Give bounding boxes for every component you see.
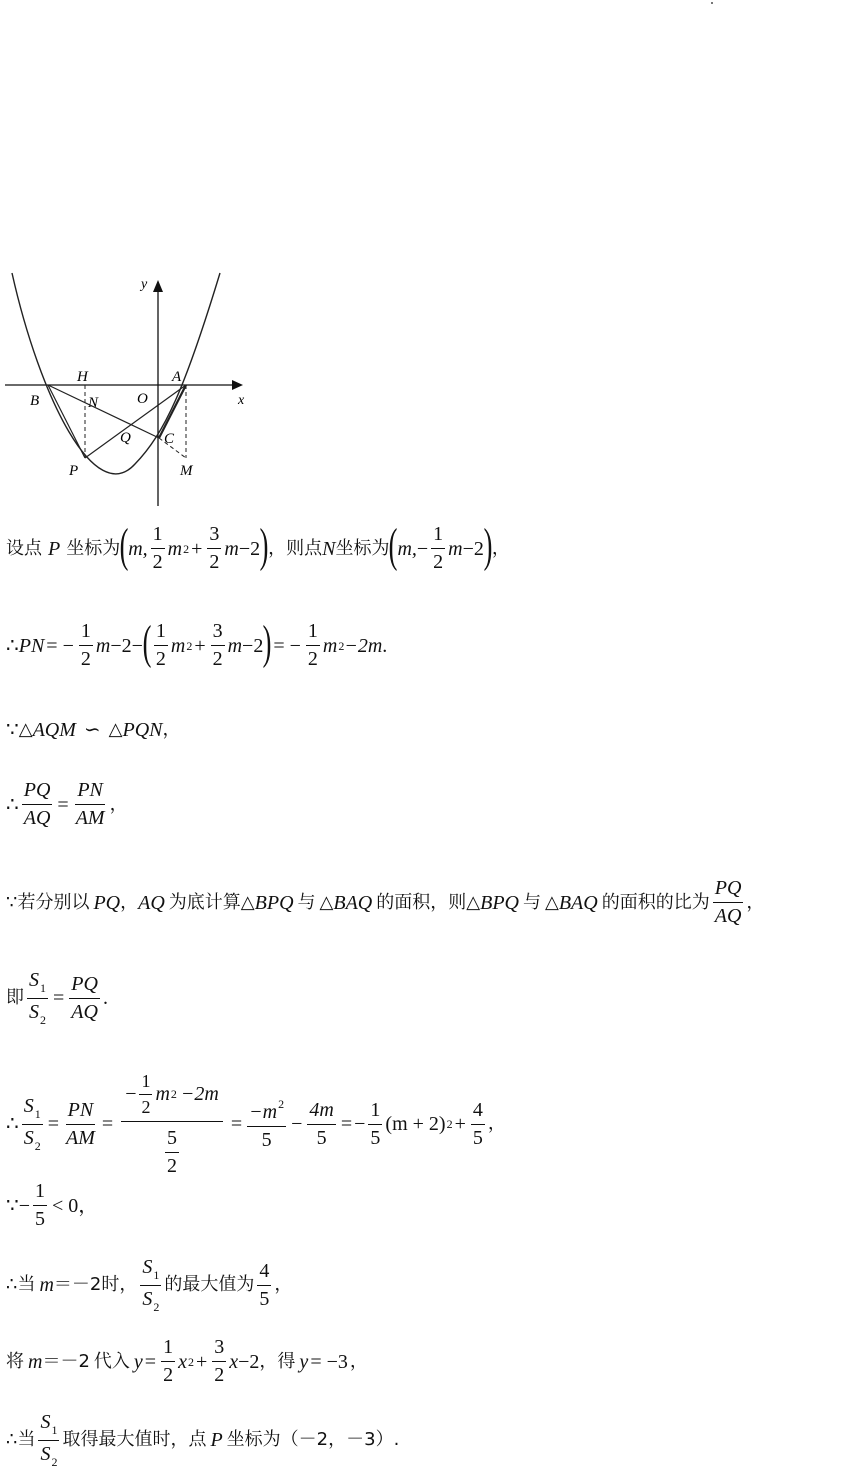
line-BP [48,385,85,458]
label-B: B [30,393,40,409]
right-paren: ) [259,518,269,572]
fraction: $\frac{1}{2}$ [433,523,444,573]
var-m: m [167,537,183,560]
label-N: N [88,395,99,411]
label-M: M [180,463,193,479]
line-5-area-ratio: ∵若分别以 PQ ， AQ 为底计算 △ BPQ 与 △ BAQ 的面积，则 △ BPQ 与 △ BAQ 的面积的比为 $\frac{PQ}{AQ}$ ， [6,877,765,927]
line-7-S-ratio-computed: ∴ $\frac{S_1}{S_2}$ = $\frac{PN}{AM}$ = − $\frac{1}{2}$ m 2 −2m $\frac{5}{2}$ = $\frac{-m^2}{5}$ − $\frac{4m}{5}$ = − $\frac{1}{5}$ (m + 2) 2 + $\frac{4}{5}$ ， [6,1071,506,1177]
left-paren: ( [119,518,129,572]
label-x: x [238,393,245,408]
label-C: C [164,431,175,447]
var-N: N [322,537,336,560]
label-H: H [77,369,88,385]
line-10-substitute: 将 m ＝－2 代入 y = $\frac{1}{2}$ x 2 + $\frac{3}{2}$ x −2 ，得 y = −3 ， [6,1336,368,1386]
parabola-figure [0,268,260,513]
label-O: O [137,391,148,407]
label-y: y [141,277,148,292]
label-A: A [172,369,182,385]
text: 设点 [6,537,42,559]
line-9-maximum: ∴当 m ＝－2 时， $\frac{S_1}{S_2}$ 的最大值为 $\frac{4}{5}$ ， [6,1256,293,1314]
line-3-similar-triangles: ∵ △ AQM ∽ △ PQN ， [6,719,181,741]
line-4-ratio: ∴ $\frac{PQ}{AQ}$ = $\frac{PN}{AM}$ ， [6,779,128,829]
line-2-PN-expression: ∴ PN = − $\frac{1}{2}$ m −2− ( $\frac{1}{2}$ m 2 + $\frac{3}{2}$ m −2 ) = − $\frac{1}{2}$ m 2 −2m . [6,615,388,670]
var-m: m, [128,537,148,560]
fraction: $\frac{3}{2}$ [209,523,220,573]
text: 坐标为 [66,537,121,559]
x-axis-arrow [232,380,243,390]
var-P: P [48,537,61,560]
line-1-point-coordinates: 设点 P 坐标为 ( m, $\frac{1}{2}$ m 2 + $\frac{3}{2}$ m −2 ) ，则点 N 坐标为 ( m, − $\frac{1}{2}$ m −2 ) ， [6,518,510,573]
parabola-curve [12,273,220,474]
line-6-S-ratio: 即 $\frac{S_1}{S_2}$ = $\frac{PQ}{AQ}$ . [6,969,108,1027]
line-8-negative-coefficient: ∵− $\frac{1}{5}$ < 0， [6,1180,99,1230]
label-P: P [69,463,79,479]
line-11-conclusion: ∴当 $\frac{S_1}{S_2}$ 取得最大值时，点 P 坐标为（－2，－3）. [6,1411,400,1469]
stray-dot [711,2,713,4]
label-Q: Q [120,430,131,446]
fraction: $\frac{1}{2}$ [152,523,163,573]
y-axis-arrow [153,280,163,292]
